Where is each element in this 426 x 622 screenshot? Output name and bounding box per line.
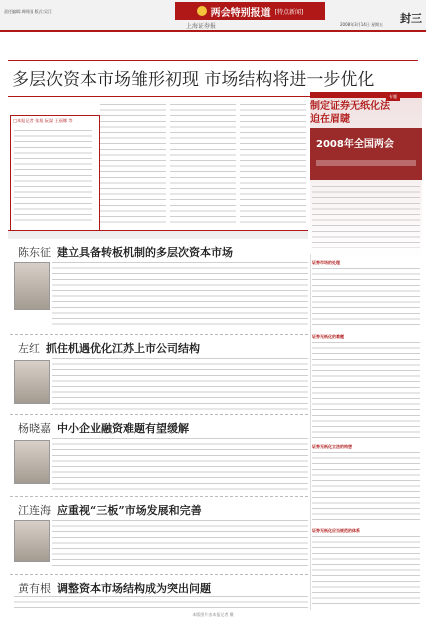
section-body-text bbox=[14, 596, 308, 610]
right-body-text bbox=[312, 342, 420, 438]
section-heading-1 bbox=[18, 244, 233, 260]
person-name: 陈东征 bbox=[18, 246, 51, 259]
right-body-text bbox=[312, 536, 420, 608]
person-name: 黄有根 bbox=[18, 582, 51, 595]
person-name: 江连海 bbox=[18, 504, 51, 517]
banner-title: 两会特别报道 bbox=[210, 7, 271, 19]
intro-column-2 bbox=[170, 104, 236, 224]
portrait-photo bbox=[14, 360, 50, 404]
editor-meta: 责任编辑:周明国 版式:吴江 bbox=[4, 9, 52, 14]
lead-byline: □本报记者 张旭 阮谋 王丽娜 等 bbox=[13, 118, 73, 123]
banner-stripe bbox=[316, 160, 416, 166]
two-sessions-label: 2008年全国两会 bbox=[316, 139, 394, 150]
headline-top-rule bbox=[8, 60, 418, 61]
section-body-text bbox=[52, 358, 308, 410]
right-body-text bbox=[312, 268, 420, 328]
banner-subtitle: [特点新闻] bbox=[274, 8, 304, 16]
section-title: 抓住机遇优化江苏上市公司结构 bbox=[46, 342, 200, 355]
feature-title bbox=[310, 100, 420, 126]
right-body-text bbox=[312, 452, 420, 522]
intro-column-1 bbox=[100, 104, 166, 224]
section-banner bbox=[175, 2, 325, 20]
intro-column-3 bbox=[240, 104, 306, 224]
person-name: 杨晓嘉 bbox=[18, 422, 51, 435]
feature-body-text bbox=[312, 186, 420, 248]
right-subhead: 证券市场的处理 bbox=[312, 260, 340, 265]
section-heading-4 bbox=[18, 502, 202, 518]
lead-body-text bbox=[14, 130, 92, 222]
right-subhead: 证券无纸化的难题 bbox=[312, 334, 344, 339]
section-separator bbox=[10, 334, 308, 335]
section-separator bbox=[10, 574, 308, 575]
section-divider bbox=[8, 230, 308, 239]
section-separator bbox=[10, 414, 308, 415]
feature-title-line1: 制定证券无纸化法 bbox=[310, 101, 390, 112]
section-body-text bbox=[52, 520, 308, 570]
right-subhead: 证券无纸化立法的构想 bbox=[312, 444, 352, 449]
section-body-text bbox=[52, 262, 308, 328]
page-footer: 本版图片由本报记者 摄 bbox=[192, 612, 234, 617]
section-body-text bbox=[52, 438, 308, 492]
feature-section-label: 专题 bbox=[386, 93, 400, 101]
portrait-photo bbox=[14, 440, 50, 484]
person-name: 左红 bbox=[18, 342, 40, 355]
section-heading-3 bbox=[18, 420, 189, 436]
page-headline: 多层次资本市场雏形初现 市场结构将进一步优化 bbox=[12, 70, 375, 90]
right-subhead: 证券无纸化应当规范的体系 bbox=[312, 528, 360, 533]
two-sessions-banner bbox=[310, 128, 422, 180]
portrait-photo bbox=[14, 520, 50, 562]
section-heading-5 bbox=[18, 580, 211, 596]
section-title: 调整资本市场结构成为突出问题 bbox=[57, 582, 211, 595]
section-title: 应重视“三板”市场发展和完善 bbox=[57, 504, 202, 517]
issue-date: 2008年3月14日 星期五 bbox=[340, 22, 384, 27]
section-heading-2 bbox=[18, 340, 200, 356]
paper-name: 上海证券报 bbox=[186, 23, 217, 30]
feature-title-line2: 迫在眉睫 bbox=[310, 114, 350, 125]
portrait-photo bbox=[14, 262, 50, 310]
section-separator bbox=[10, 496, 308, 497]
page-code: 封三 bbox=[400, 12, 422, 25]
national-emblem-icon bbox=[197, 6, 207, 16]
section-title: 建立具备转板机制的多层次资本市场 bbox=[57, 246, 233, 259]
section-title: 中小企业融资难题有望缓解 bbox=[57, 422, 189, 435]
